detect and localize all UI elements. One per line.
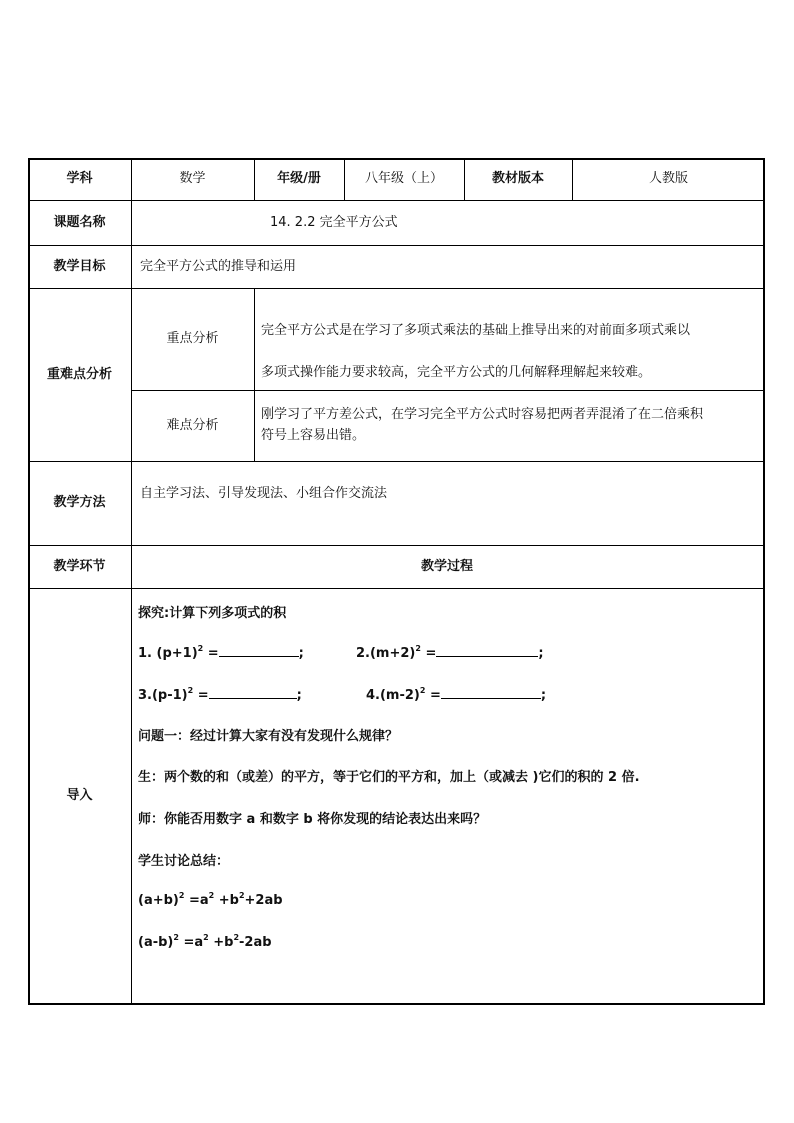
difficulty-label: 难点分析 — [166, 417, 219, 433]
exercise-2: $2.(m+2)^2$ = ; — [356, 644, 544, 661]
section-label: 教学环节 — [53, 558, 106, 574]
subject-label: 学科 — [66, 171, 93, 186]
summary-title: 学生讨论总结： — [138, 854, 230, 869]
topic-label: 课题名称 — [53, 214, 106, 230]
student-answer: 生：两个数的和（或差）的平方，等于它们的平方和，加上（或减去 )它们的积的 2 倍. — [138, 770, 640, 785]
answer-blank-3[interactable] — [209, 684, 297, 699]
edition-value: 人教版 — [648, 171, 688, 186]
subject-value: 数学 — [179, 171, 206, 186]
method-label: 教学方法 — [53, 495, 106, 510]
question-1: 问题一：经过计算大家有没有发现什么规律？ — [138, 729, 399, 744]
exercise-3: $3.(p-1)^2$ = ; — [138, 686, 302, 703]
formula-diff-square: $(a-b)^2 =a^2 +b^2-2ab$ — [138, 933, 272, 950]
teacher-question: 师：你能否用数字 a 和数字 b 将你发现的结论表达出来吗？ — [138, 812, 487, 827]
intro-task: 探究:计算下列多项式的积 — [138, 606, 287, 621]
difficulty-line1: 刚学习了平方差公式，在学习完全平方公式时容易把两者弄混淆了在二倍乘积 — [261, 407, 704, 422]
answer-blank-2[interactable] — [436, 642, 538, 657]
key-point-line1: 完全平方公式是在学习了多项式乘法的基础上推导出来的对前面多项式乘以 — [261, 323, 691, 338]
goal-value: 完全平方公式的推导和运用 — [140, 258, 297, 274]
process-label: 教学过程 — [420, 558, 473, 574]
exercise-4: $4.(m-2)^2$ = ; — [366, 686, 547, 703]
lesson-plan-table — [28, 158, 765, 1005]
grade-label: 年级/册 — [277, 171, 321, 186]
edition-label: 教材版本 — [491, 171, 544, 186]
method-value: 自主学习法、引导发现法、小组合作交流法 — [140, 486, 388, 501]
formula-sum-square: $(a+b)^2 =a^2 +b^2+2ab$ — [138, 891, 283, 908]
intro-label: 导入 — [66, 787, 93, 803]
key-point-line2: 多项式操作能力要求较高，完全平方公式的几何解释理解起来较难。 — [261, 365, 652, 380]
answer-blank-1[interactable] — [219, 642, 299, 657]
difficulty-line2: 符号上容易出错。 — [261, 428, 366, 443]
goal-label: 教学目标 — [53, 258, 106, 274]
exercise-1: 1. $(p+1)^2$ = ; — [138, 644, 304, 661]
grade-value: 八年级（上） — [364, 171, 443, 186]
key-point-label: 重点分析 — [166, 331, 219, 346]
analysis-label: 重难点分析 — [46, 366, 112, 382]
topic-value: 14. 2.2 完全平方公式 — [270, 214, 398, 230]
answer-blank-4[interactable] — [441, 684, 541, 699]
